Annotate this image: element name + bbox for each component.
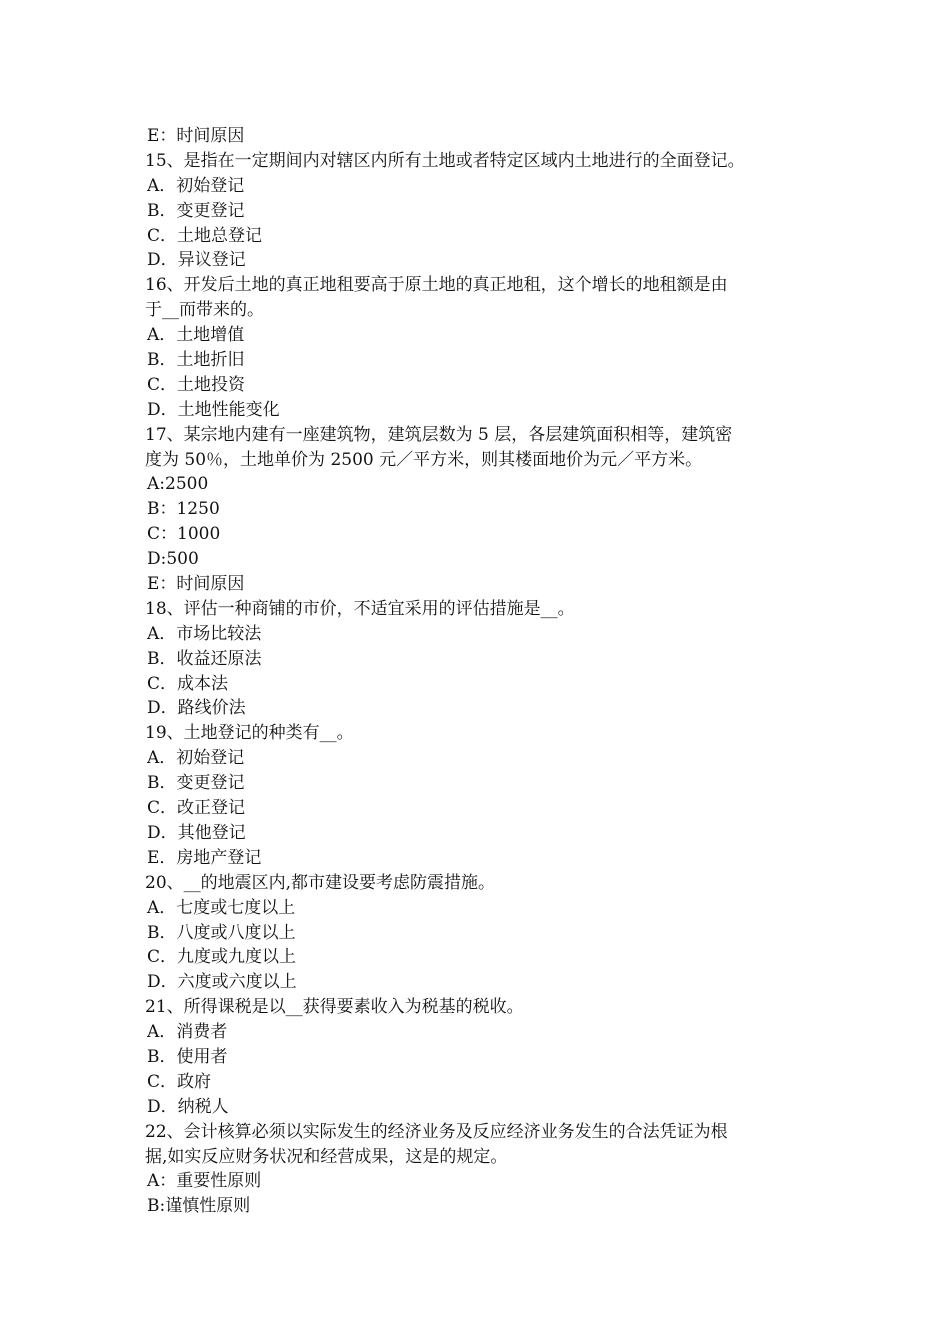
answer-option: A．消费者 (147, 1022, 228, 1043)
question-text: 15、是指在一定期间内对辖区内所有土地或者特定区域内土地进行的全面登记。 (145, 150, 745, 171)
document-body (145, 124, 815, 1219)
answer-option: B．变更登记 (147, 200, 245, 221)
answer-option: D．六度或六度以上 (147, 972, 297, 993)
answer-option: D:500 (147, 549, 199, 570)
answer-option: C．九度或九度以上 (147, 947, 297, 968)
answer-option: B．使用者 (147, 1046, 228, 1067)
question-text: 20、__的地震区内,都市建设要考虑防震措施。 (145, 872, 496, 893)
answer-option: A．初始登记 (147, 748, 245, 769)
answer-option: B．八度或八度以上 (147, 922, 296, 943)
answer-option: B:谨慎性原则 (147, 1196, 251, 1217)
answer-option: B．变更登记 (147, 773, 245, 794)
answer-option: B．土地折旧 (147, 350, 245, 371)
question-text: 16、开发后土地的真正地租要高于原土地的真正地租，这个增长的地租额是由 (145, 275, 728, 296)
answer-option: B：1250 (147, 499, 220, 520)
answer-option: E：时间原因 (147, 574, 245, 595)
question-text: 据,如实反应财务状况和经营成果，这是的规定。 (145, 1146, 508, 1167)
question-text: 于__而带来的。 (145, 300, 264, 321)
answer-option: C．政府 (147, 1071, 212, 1092)
answer-option: C．土地总登记 (147, 225, 263, 246)
question-text: 17、某宗地内建有一座建筑物，建筑层数为 5 层，各层建筑面积相等，建筑密 (145, 424, 733, 445)
question-text: 22、会计核算必须以实际发生的经济业务及反应经济业务发生的合法凭证为根 (145, 1121, 728, 1142)
answer-option: A：重要性原则 (147, 1171, 262, 1192)
answer-option: A．七度或七度以上 (147, 897, 296, 918)
answer-option: C．成本法 (147, 673, 229, 694)
question-text: 21、所得课税是以__获得要素收入为税基的税收。 (145, 997, 524, 1018)
answer-option: C．改正登记 (147, 798, 246, 819)
answer-option: C．土地投资 (147, 374, 246, 395)
answer-option: D．异议登记 (147, 250, 246, 271)
question-text: 19、土地登记的种类有__。 (145, 723, 354, 744)
answer-option: A．市场比较法 (147, 623, 262, 644)
question-text: 18、评估一种商铺的市价，不适宜采用的评估措施是__。 (145, 598, 575, 619)
answer-option: A:2500 (147, 474, 209, 495)
answer-option: D．路线价法 (147, 698, 246, 719)
answer-option: A．初始登记 (147, 175, 245, 196)
answer-option: C：1000 (147, 524, 221, 545)
answer-option: E：时间原因 (147, 126, 245, 146)
answer-option: D．纳税人 (147, 1096, 229, 1117)
answer-option: D．土地性能变化 (147, 399, 280, 420)
answer-option: A．土地增值 (147, 325, 245, 346)
answer-option: B．收益还原法 (147, 648, 262, 669)
answer-option: E．房地产登记 (147, 847, 262, 868)
question-text: 度为 50％，土地单价为 2500 元／平方米，则其楼面地价为元／平方米。 (145, 449, 703, 470)
answer-option: D．其他登记 (147, 822, 246, 843)
